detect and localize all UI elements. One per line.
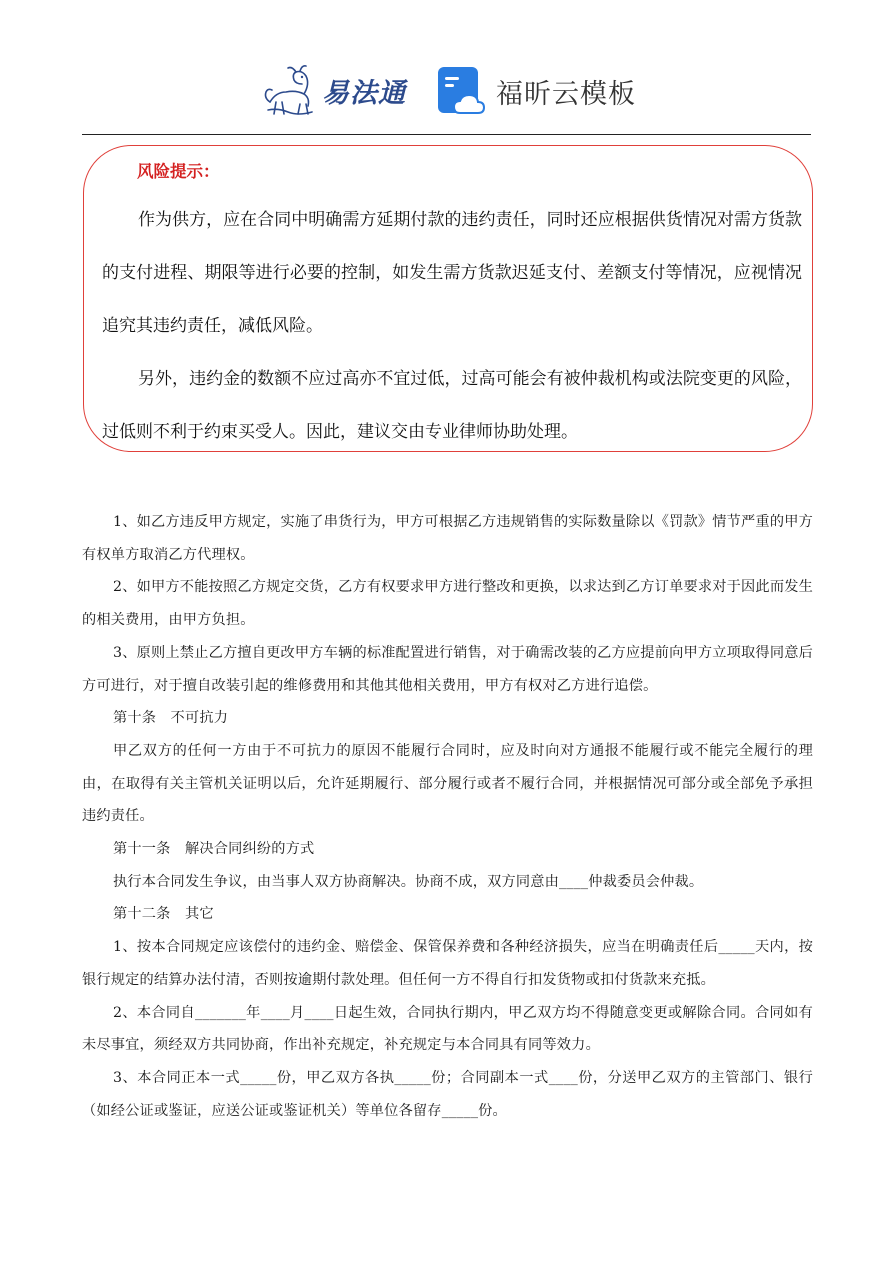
risk-paragraph: 另外，违约金的数额不应过高亦不宜过低，过高可能会有被仲裁机构或法院变更的风险，过低则不利于约束买受人。因此，建议交由专业律师协助处理。: [102, 369, 802, 442]
clause-paragraph: 2、如甲方不能按照乙方规定交货，乙方有权要求甲方进行整改和更换，以求达到乙方订单要求对于因此而发生的相关费用，由甲方负担。: [82, 579, 813, 629]
foxit-cloud-template-logo: [436, 64, 636, 118]
section-heading: 第十一条 解决合同纠纷的方式: [113, 841, 315, 858]
header-divider: [82, 134, 811, 135]
risk-warning-box: [83, 145, 813, 452]
clause-paragraph: 甲乙双方的任何一方由于不可抗力的原因不能履行合同时，应及时向对方通报不能履行或不能完全履行的理由，在取得有关主管机关证明以后，允许延期履行、部分履行或者不履行合同，并根据情况可部分或全部免予承担违约责任。: [82, 742, 813, 825]
yifatong-logo: [262, 62, 406, 118]
risk-paragraph: 作为供方，应在合同中明确需方延期付款的违约责任，同时还应根据供货情况对需方货款的支付进程、期限等进行必要的控制，如发生需方货款迟延支付、差额支付等情况，应视情况追究其违约责任，减低风险。: [102, 210, 802, 336]
clause-paragraph: 3、原则上禁止乙方擅自更改甲方车辆的标准配置进行销售，对于确需改装的乙方应提前向甲方立项取得同意后方可进行，对于擅自改装引起的维修费用和其他其他相关费用，甲方有权对乙方进行追偿。: [82, 644, 813, 694]
qilin-icon: [262, 62, 322, 118]
foxit-logo-text: 福昕云模板: [496, 78, 636, 110]
risk-title: 风险提示：: [137, 162, 220, 181]
clause-paragraph: 1、如乙方违反甲方规定，实施了串货行为，甲方可根据乙方违规销售的实际数量除以《罚款》情节严重的甲方有权单方取消乙方代理权。: [82, 514, 813, 563]
clause-paragraph: 1、按本合同规定应该偿付的违约金、赔偿金、保管保养费和各种经济损失，应当在明确责任后_____天内，按银行规定的结算办法付清，否则按逾期付款处理。但任何一方不得自行扣发货物或扣付货款来充抵。: [82, 939, 813, 988]
section-heading: 第十条 不可抗力: [113, 710, 229, 727]
yifatong-logo-text: 易法通: [322, 77, 406, 109]
clause-paragraph: 2、本合同自_______年____月____日起生效，合同执行期内，甲乙双方均不得随意变更或解除合同。合同如有未尽事宜，须经双方共同协商，作出补充规定，补充规定与本合同具有同等效力。: [82, 1004, 813, 1054]
clause-paragraph: 执行本合同发生争议，由当事人双方协商解决。协商不成，双方同意由____仲裁委员会仲裁。: [113, 873, 704, 890]
cloud-document-icon: [436, 65, 488, 117]
clause-paragraph: 3、本合同正本一式_____份，甲乙双方各执_____份；合同副本一式____份，分送甲乙双方的主管部门、银行（如经公证或鉴证，应送公证或鉴证机关）等单位各留存_____份。: [82, 1069, 813, 1119]
page-header: [0, 56, 893, 124]
contract-body: [82, 506, 813, 1127]
section-heading: 第十二条 其它: [113, 906, 214, 923]
